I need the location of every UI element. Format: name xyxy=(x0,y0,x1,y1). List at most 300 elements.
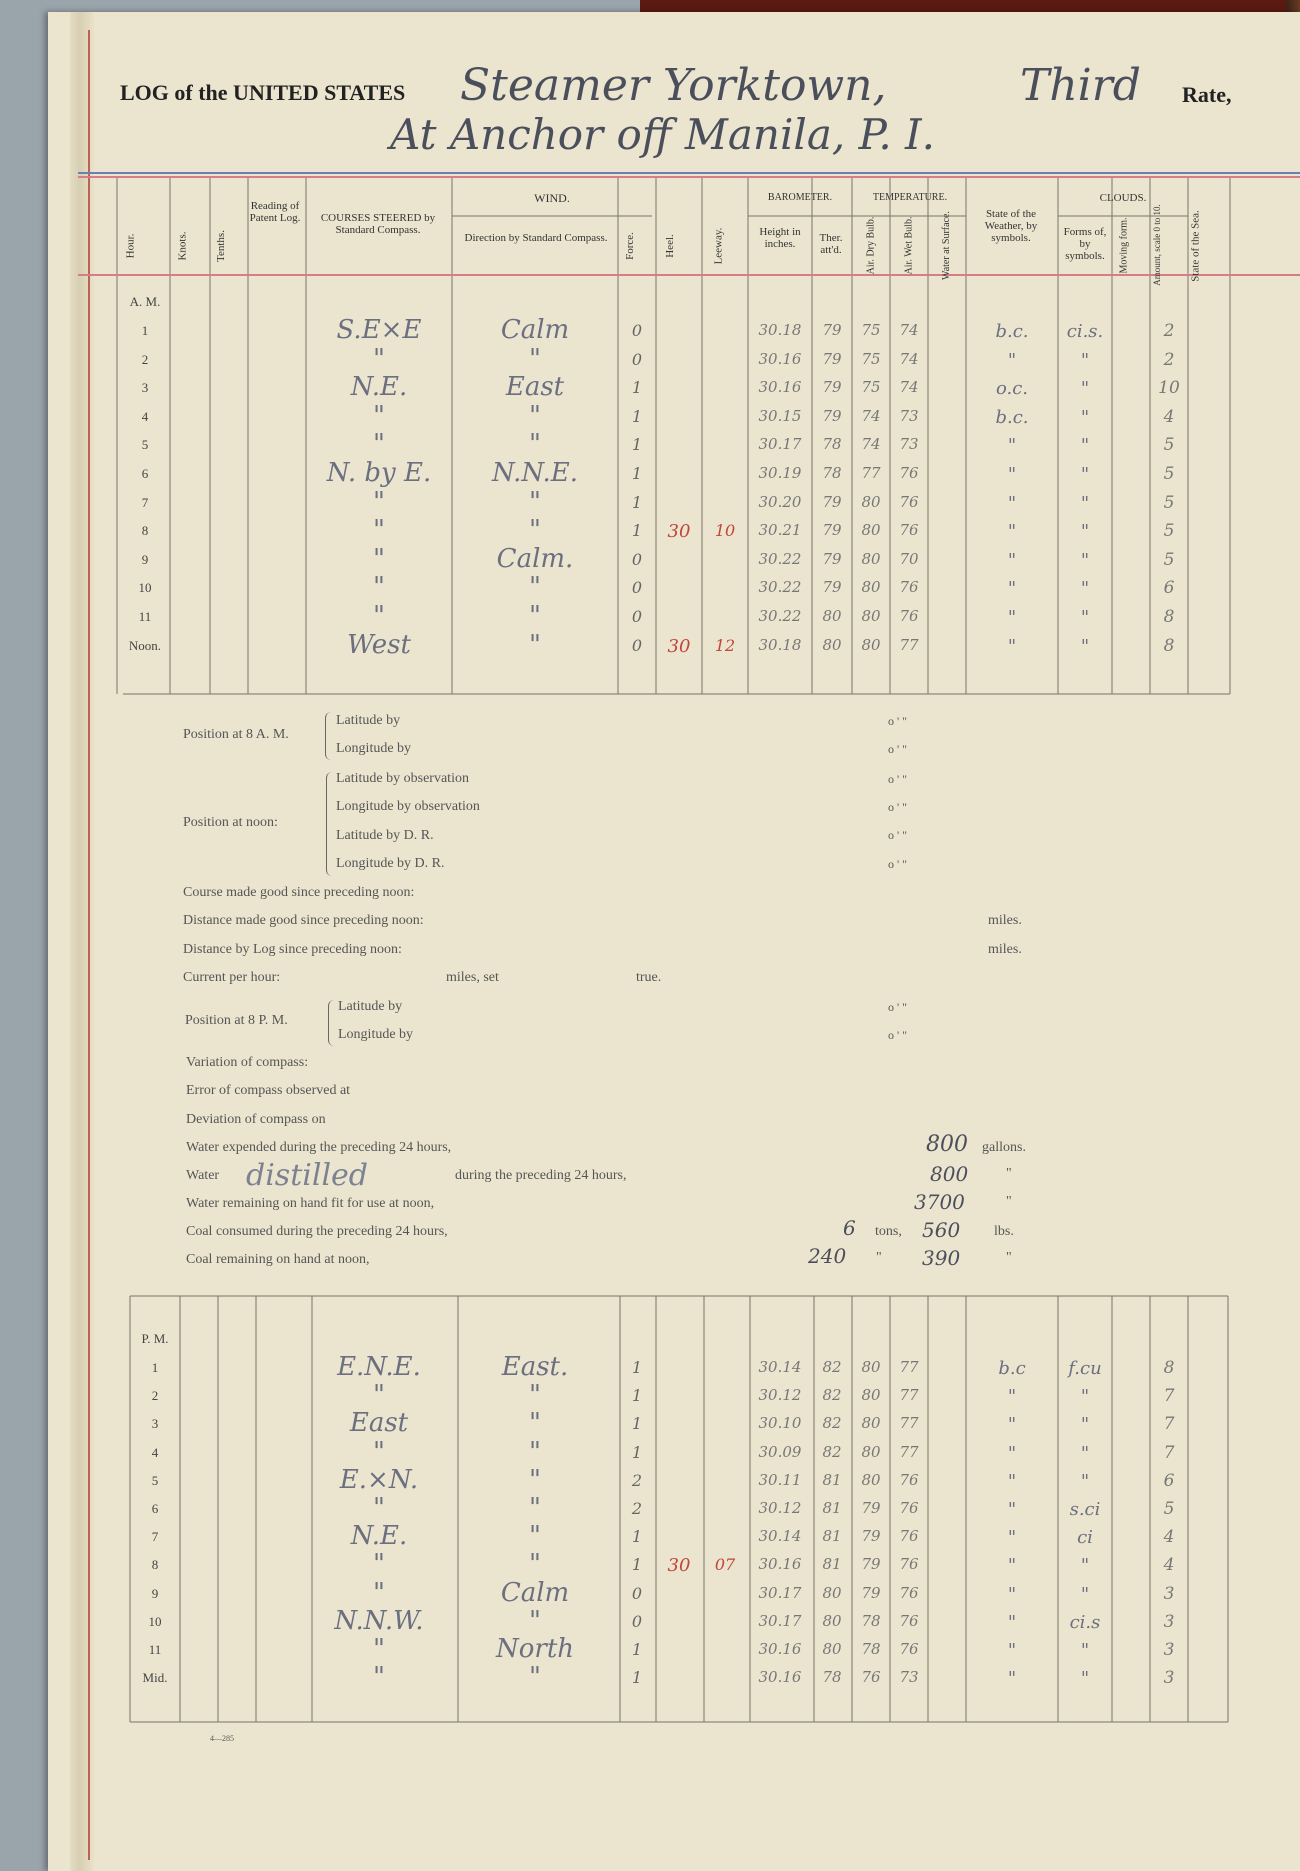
pm-baro-cell: 30.17 xyxy=(758,1611,802,1630)
pm-ther-cell: 80 xyxy=(822,1640,842,1658)
pm-dry-cell: 80 xyxy=(861,1386,881,1405)
am-force-cell: 0 xyxy=(631,607,643,626)
printed-title-right: Rate, xyxy=(1182,82,1232,107)
pm-baro-cell: 30.10 xyxy=(758,1414,802,1433)
am-hour: 1 xyxy=(141,323,149,338)
water-expended-label: Water expended during the preceding 24 hours, xyxy=(186,1140,452,1155)
col-heel: Heel. xyxy=(663,234,676,258)
col-clouds: CLOUDS. xyxy=(1099,192,1147,204)
pm-weather-cell: " xyxy=(1007,1414,1017,1436)
am-amount-cell: 5 xyxy=(1163,492,1175,513)
pm-ther-cell: 82 xyxy=(822,1386,842,1405)
water-expended-value: 800 xyxy=(926,1132,968,1157)
am-amount-cell: 5 xyxy=(1163,521,1175,542)
pm-ther-cell: 81 xyxy=(822,1555,842,1574)
pm-hour: 3 xyxy=(151,1416,159,1432)
am-course-cell: " xyxy=(373,343,385,374)
pm-amount-cell: 7 xyxy=(1163,1442,1175,1463)
pm-forms-cell: s.ci xyxy=(1069,1499,1101,1520)
pm-force-cell: 1 xyxy=(631,1640,643,1659)
am-hour: 10 xyxy=(138,580,152,596)
am-wind-cell: " xyxy=(529,400,541,431)
pm-course-cell: " xyxy=(373,1634,385,1664)
am-hour: 4 xyxy=(141,408,149,424)
deviation-compass: Deviation of compass on xyxy=(186,1112,326,1127)
am-weather-cell: b.c. xyxy=(995,406,1029,428)
am-weather-cell: " xyxy=(1007,635,1017,657)
pm-forms-cell: " xyxy=(1080,1668,1090,1690)
pm-dry-cell: 79 xyxy=(861,1583,881,1602)
pm-baro-cell: 30.16 xyxy=(758,1668,802,1687)
dms-5: o ' " xyxy=(888,828,908,842)
pm-force-cell: 1 xyxy=(631,1527,643,1547)
water-label: Water xyxy=(186,1168,220,1183)
col-courses: COURSES STEERED by Standard Compass. xyxy=(320,212,436,236)
lbs-unit: lbs. xyxy=(994,1224,1014,1239)
am-hour: 8 xyxy=(141,523,149,539)
am-wind-cell: " xyxy=(529,429,541,460)
pm-wind-cell: " xyxy=(529,1380,541,1411)
coal-remaining-lbs: 390 xyxy=(922,1246,961,1270)
am-course-cell: " xyxy=(373,601,385,631)
pm-course-cell: E.×N. xyxy=(339,1464,419,1495)
am-force-cell: 0 xyxy=(631,549,643,569)
pos-8am-lat: Latitude by xyxy=(336,713,401,728)
pm-course-cell: " xyxy=(373,1493,385,1523)
am-amount-cell: 8 xyxy=(1163,635,1175,656)
am-weather-cell: " xyxy=(1007,549,1017,571)
pm-baro-cell: 30.09 xyxy=(758,1442,802,1461)
am-forms-cell: " xyxy=(1080,349,1090,371)
pm-course-cell: " xyxy=(373,1549,385,1580)
pm-wet-cell: 76 xyxy=(899,1470,919,1489)
pm-baro-cell: 30.14 xyxy=(758,1527,802,1546)
am-force-cell: 0 xyxy=(631,321,643,340)
pm-force-cell: 1 xyxy=(631,1358,643,1377)
am-ther-cell: 79 xyxy=(822,578,842,597)
col-force: Force. xyxy=(623,232,636,260)
pm-ther-cell: 81 xyxy=(822,1527,842,1546)
pm-force-cell: 1 xyxy=(631,1668,643,1688)
pm-amount-cell: 4 xyxy=(1163,1527,1175,1548)
coal-consumed-tons: 6 xyxy=(843,1216,856,1240)
dms-8: o ' " xyxy=(888,1028,908,1042)
am-force-cell: 0 xyxy=(631,578,643,598)
pm-wet-cell: 77 xyxy=(899,1414,919,1433)
pm-wind-cell: East. xyxy=(501,1352,569,1382)
am-forms-cell: " xyxy=(1080,549,1090,571)
am-wind-cell: " xyxy=(529,343,541,374)
am-weather-cell: b.c. xyxy=(995,321,1029,342)
am-ther-cell: 80 xyxy=(822,635,842,654)
am-amount-cell: 5 xyxy=(1163,464,1175,484)
coal-consumed-label: Coal consumed during the preceding 24 hours, xyxy=(186,1224,448,1239)
coal-consumed-lbs: 560 xyxy=(922,1218,961,1242)
pm-baro-cell: 30.11 xyxy=(758,1470,802,1489)
col-barometer: BAROMETER. xyxy=(767,192,833,203)
pm-force-cell: 2 xyxy=(631,1499,643,1518)
error-compass: Error of compass observed at xyxy=(186,1083,351,1098)
am-amount-cell: 2 xyxy=(1163,321,1175,341)
am-dry-cell: 80 xyxy=(861,578,881,597)
pm-weather-cell: " xyxy=(1007,1640,1017,1661)
pm-wet-cell: 76 xyxy=(899,1611,919,1630)
am-hour: 6 xyxy=(141,466,149,481)
coal-remaining-ditto-1: " xyxy=(876,1250,882,1265)
pm-course-cell: East xyxy=(349,1408,409,1439)
pm-forms-cell: f.cu xyxy=(1068,1358,1102,1379)
am-course-cell: " xyxy=(373,400,385,431)
pm-wind-cell: " xyxy=(529,1605,541,1636)
current-per-hour: Current per hour: xyxy=(183,970,281,985)
am-forms-cell: " xyxy=(1080,406,1090,428)
pm-hour: Mid. xyxy=(142,1670,168,1686)
am-force-cell: 1 xyxy=(631,521,643,541)
col-baro-height: Height in inches. xyxy=(759,226,801,250)
pm-forms-cell: " xyxy=(1080,1555,1090,1577)
distance-log-miles: miles. xyxy=(988,942,1022,957)
am-dry-cell: 74 xyxy=(861,435,881,454)
pm-ther-cell: 81 xyxy=(822,1470,842,1489)
pos-8am-label: Position at 8 A. M. xyxy=(183,727,289,742)
brace-8am xyxy=(325,712,332,760)
am-hour: 5 xyxy=(141,437,149,453)
pm-heel-cell: 30 xyxy=(667,1555,691,1577)
pm-dry-cell: 76 xyxy=(861,1668,881,1687)
am-weather-cell: " xyxy=(1007,464,1017,485)
pm-amount-cell: 3 xyxy=(1163,1640,1175,1660)
dms-7: o ' " xyxy=(888,1000,908,1014)
pos-8pm-lat: Latitude by xyxy=(338,999,403,1014)
am-ther-cell: 79 xyxy=(822,349,842,368)
variation-compass: Variation of compass: xyxy=(186,1055,309,1070)
pm-weather-cell: " xyxy=(1007,1583,1017,1605)
dms-3: o ' " xyxy=(888,772,908,786)
am-dry-cell: 75 xyxy=(861,378,881,397)
pm-dry-cell: 80 xyxy=(861,1470,881,1489)
pm-wet-cell: 77 xyxy=(899,1442,919,1461)
pm-ther-cell: 82 xyxy=(822,1358,842,1376)
printed-title-left: LOG of the UNITED STATES xyxy=(120,80,406,105)
pm-course-cell: E.N.E. xyxy=(337,1352,421,1382)
pm-forms-cell: " xyxy=(1080,1386,1090,1408)
handwritten-vessel: Steamer Yorktown, xyxy=(460,60,887,111)
col-water-surface: Water at Surface. xyxy=(940,211,952,280)
am-baro-cell: 30.20 xyxy=(758,492,802,511)
am-wet-cell: 77 xyxy=(899,635,919,654)
am-force-cell: 0 xyxy=(631,349,643,369)
pm-wind-cell: " xyxy=(529,1493,541,1523)
am-heel-cell: 30 xyxy=(667,635,691,657)
am-baro-cell: 30.22 xyxy=(758,578,802,597)
am-forms-cell: " xyxy=(1080,607,1090,628)
pm-course-cell: " xyxy=(373,1436,385,1467)
pm-amount-cell: 3 xyxy=(1163,1583,1175,1604)
am-course-cell: N. by E. xyxy=(326,458,432,488)
pm-forms-cell: ci xyxy=(1077,1527,1093,1549)
col-leeway: Leeway. xyxy=(712,227,725,265)
am-leeway-cell: 10 xyxy=(714,521,736,541)
am-hour: 3 xyxy=(141,380,149,396)
am-wet-cell: 76 xyxy=(899,578,919,597)
am-wet-cell: 76 xyxy=(899,492,919,511)
am-wind-cell: " xyxy=(529,629,541,660)
pm-course-cell: N.N.W. xyxy=(334,1605,424,1636)
pm-wind-cell: Calm xyxy=(500,1577,570,1608)
pm-wind-cell: " xyxy=(529,1549,541,1580)
pm-amount-cell: 3 xyxy=(1163,1668,1175,1689)
pm-course-cell: " xyxy=(373,1380,385,1411)
pm-wind-cell: North xyxy=(495,1634,575,1664)
pos-noon-lat-obs: Latitude by observation xyxy=(336,771,469,786)
pm-wet-cell: 77 xyxy=(899,1358,919,1376)
am-course-cell: S.E×E xyxy=(336,315,422,345)
pm-dry-cell: 79 xyxy=(861,1555,881,1574)
am-weather-cell: " xyxy=(1007,349,1017,371)
am-course-cell: " xyxy=(373,486,385,517)
handwritten-location: At Anchor off Manila, P. I. xyxy=(390,110,935,159)
col-cloud-amount: Amount, scale 0 to 10. xyxy=(1151,204,1162,286)
pm-baro-cell: 30.14 xyxy=(758,1358,802,1376)
col-sea: State of the Sea. xyxy=(1189,210,1202,282)
pm-baro-cell: 30.12 xyxy=(758,1499,802,1517)
am-force-cell: 1 xyxy=(631,406,643,426)
col-hour: Hour. xyxy=(124,233,137,259)
am-wind-cell: " xyxy=(529,572,541,603)
pm-course-cell: " xyxy=(373,1662,385,1693)
am-wet-cell: 76 xyxy=(899,464,919,482)
col-wind: WIND. xyxy=(534,191,570,205)
pm-ther-cell: 82 xyxy=(822,1414,842,1433)
am-label: A. M. xyxy=(129,294,161,309)
pm-wind-cell: " xyxy=(529,1408,541,1439)
pm-forms-cell: ci.s xyxy=(1069,1611,1101,1633)
pm-wind-cell: " xyxy=(529,1662,541,1693)
pm-amount-cell: 5 xyxy=(1163,1499,1175,1519)
am-ther-cell: 79 xyxy=(822,521,842,540)
am-wind-cell: " xyxy=(529,486,541,517)
am-amount-cell: 5 xyxy=(1163,435,1175,456)
pm-force-cell: 1 xyxy=(631,1442,643,1462)
am-ther-cell: 79 xyxy=(822,406,842,425)
am-dry-cell: 80 xyxy=(861,521,881,540)
pm-dry-cell: 80 xyxy=(861,1414,881,1433)
pm-amount-cell: 7 xyxy=(1163,1414,1175,1435)
am-dry-cell: 75 xyxy=(861,349,881,368)
am-wind-cell: " xyxy=(529,515,541,546)
am-weather-cell: " xyxy=(1007,578,1017,600)
am-dry-cell: 74 xyxy=(861,406,881,425)
pos-8am-lon: Longitude by xyxy=(336,741,412,756)
pm-leeway-cell: 07 xyxy=(714,1555,736,1575)
col-cloud-forms: Forms of, by symbols. xyxy=(1063,226,1107,262)
am-weather-cell: " xyxy=(1007,607,1017,628)
pm-weather-cell: " xyxy=(1007,1555,1017,1577)
am-amount-cell: 10 xyxy=(1158,378,1180,399)
gallons-unit: gallons. xyxy=(982,1140,1026,1155)
am-ther-cell: 78 xyxy=(822,464,842,482)
pm-hour: 11 xyxy=(148,1642,162,1657)
pm-weather-cell: " xyxy=(1007,1527,1017,1549)
water-remaining-label: Water remaining on hand fit for use at noon, xyxy=(186,1196,435,1211)
am-force-cell: 1 xyxy=(631,464,643,483)
am-hour: 2 xyxy=(141,351,149,367)
am-baro-cell: 30.18 xyxy=(758,321,802,339)
am-weather-cell: o.c. xyxy=(995,378,1029,400)
am-course-cell: " xyxy=(373,543,385,574)
pos-noon-lon-dr: Longitude by D. R. xyxy=(336,856,445,871)
am-ther-cell: 79 xyxy=(822,321,842,339)
pm-wet-cell: 76 xyxy=(899,1640,919,1658)
am-baro-cell: 30.22 xyxy=(758,607,802,625)
pm-amount-cell: 3 xyxy=(1163,1611,1175,1632)
pm-dry-cell: 78 xyxy=(861,1611,881,1630)
pm-hour: 9 xyxy=(151,1585,159,1601)
pm-forms-cell: " xyxy=(1080,1442,1090,1464)
am-forms-cell: " xyxy=(1080,521,1090,543)
col-air-wet: Air. Wet Bulb. xyxy=(903,216,915,275)
current-miles-set: miles, set xyxy=(446,970,499,985)
pm-forms-cell: " xyxy=(1080,1640,1090,1661)
col-patent-log: Reading of Patent Log. xyxy=(249,200,301,224)
distance-by-log: Distance by Log since preceding noon: xyxy=(183,942,402,957)
am-wet-cell: 76 xyxy=(899,521,919,540)
am-ther-cell: 79 xyxy=(822,492,842,511)
dms-1: o ' " xyxy=(888,714,908,728)
am-wet-cell: 73 xyxy=(899,406,919,425)
am-baro-cell: 30.15 xyxy=(758,406,802,425)
am-ther-cell: 78 xyxy=(822,435,842,454)
am-forms-cell: " xyxy=(1080,464,1090,485)
am-force-cell: 1 xyxy=(631,435,643,455)
pm-force-cell: 1 xyxy=(631,1555,643,1575)
am-ther-cell: 79 xyxy=(822,378,842,397)
am-wind-cell: Calm. xyxy=(496,543,574,574)
col-wind-direction: Direction by Standard Compass. xyxy=(464,232,608,244)
am-ther-cell: 79 xyxy=(822,549,842,568)
am-hour: 11 xyxy=(138,609,152,624)
pm-force-cell: 0 xyxy=(631,1611,643,1631)
pm-baro-cell: 30.16 xyxy=(758,1640,802,1658)
course-made-good: Course made good since preceding noon: xyxy=(183,885,415,900)
pm-ther-cell: 80 xyxy=(822,1611,842,1630)
water-remaining-value: 3700 xyxy=(914,1190,965,1214)
am-baro-cell: 30.19 xyxy=(758,464,802,482)
pm-course-cell: " xyxy=(373,1577,385,1608)
pm-wind-cell: " xyxy=(529,1464,541,1495)
coal-remaining-ditto-2: " xyxy=(1006,1250,1012,1265)
pm-forms-cell: " xyxy=(1080,1470,1090,1492)
pm-ther-cell: 82 xyxy=(822,1442,842,1461)
pm-weather-cell: b.c xyxy=(998,1358,1026,1379)
pm-amount-cell: 7 xyxy=(1163,1386,1175,1407)
dms-2: o ' " xyxy=(888,742,908,756)
pm-dry-cell: 79 xyxy=(861,1499,881,1517)
am-course-cell: " xyxy=(373,572,385,603)
water-distilled-hw: distilled xyxy=(246,1158,368,1193)
pm-wet-cell: 76 xyxy=(899,1527,919,1546)
am-wet-cell: 70 xyxy=(899,549,919,568)
pm-force-cell: 0 xyxy=(631,1583,643,1603)
pm-baro-cell: 30.12 xyxy=(758,1386,802,1405)
pm-weather-cell: " xyxy=(1007,1611,1017,1633)
am-wind-cell: N.N.E. xyxy=(492,458,578,488)
pm-label: P. M. xyxy=(141,1331,169,1346)
pm-wet-cell: 76 xyxy=(899,1499,919,1517)
pm-hour: 10 xyxy=(148,1613,162,1629)
pm-wind-cell: " xyxy=(529,1521,541,1552)
am-weather-cell: " xyxy=(1007,492,1017,514)
coal-remaining-tons: 240 xyxy=(808,1244,847,1268)
am-amount-cell: 8 xyxy=(1163,607,1175,627)
water-remaining-ditto: " xyxy=(1006,1194,1012,1209)
distance-made-good: Distance made good since preceding noon: xyxy=(183,913,424,928)
pm-weather-cell: " xyxy=(1007,1386,1017,1408)
am-wind-cell: East xyxy=(505,372,565,403)
am-forms-cell: " xyxy=(1080,578,1090,600)
pm-hour: 7 xyxy=(151,1529,159,1545)
pm-force-cell: 1 xyxy=(631,1414,643,1434)
pm-weather-cell: " xyxy=(1007,1668,1017,1690)
col-temperature: TEMPERATURE. xyxy=(872,192,948,203)
water-distilled-ditto: " xyxy=(1006,1166,1012,1181)
pm-hour: 5 xyxy=(151,1472,159,1488)
am-hour: 7 xyxy=(141,494,149,510)
water-during-label: during the preceding 24 hours, xyxy=(455,1168,627,1183)
am-dry-cell: 80 xyxy=(861,607,881,625)
distance-made-miles: miles. xyxy=(988,913,1022,928)
pos-noon-lat-dr: Latitude by D. R. xyxy=(336,828,434,843)
am-wet-cell: 74 xyxy=(899,378,919,397)
pm-forms-cell: " xyxy=(1080,1414,1090,1436)
am-wet-cell: 73 xyxy=(899,435,919,454)
am-dry-cell: 80 xyxy=(861,492,881,511)
am-amount-cell: 4 xyxy=(1163,406,1175,427)
pm-wet-cell: 76 xyxy=(899,1583,919,1602)
am-wind-cell: Calm xyxy=(500,315,570,345)
am-course-cell: " xyxy=(373,515,385,546)
dms-6: o ' " xyxy=(888,857,908,871)
am-force-cell: 1 xyxy=(631,492,643,512)
am-weather-cell: " xyxy=(1007,435,1017,457)
am-force-cell: 0 xyxy=(631,635,643,655)
pm-force-cell: 2 xyxy=(631,1470,643,1490)
pm-hour: 1 xyxy=(151,1360,159,1375)
am-course-cell: " xyxy=(373,429,385,460)
am-weather-cell: " xyxy=(1007,521,1017,543)
brace-noon xyxy=(326,772,333,876)
am-hour: Noon. xyxy=(128,637,162,653)
col-knots: Knots. xyxy=(176,231,189,261)
pm-amount-cell: 4 xyxy=(1163,1555,1175,1576)
pos-noon-label: Position at noon: xyxy=(183,815,278,830)
pm-course-cell: N.E. xyxy=(350,1521,408,1552)
am-wind-cell: " xyxy=(529,601,541,631)
am-forms-cell: ci.s. xyxy=(1066,321,1104,342)
pm-ther-cell: 80 xyxy=(822,1583,842,1602)
am-forms-cell: " xyxy=(1080,635,1090,657)
pm-amount-cell: 6 xyxy=(1163,1470,1175,1491)
pm-ther-cell: 81 xyxy=(822,1499,842,1517)
am-wet-cell: 76 xyxy=(899,607,919,625)
am-baro-cell: 30.16 xyxy=(758,378,802,397)
pm-wet-cell: 76 xyxy=(899,1555,919,1574)
pos-noon-lon-obs: Longitude by observation xyxy=(336,799,480,814)
col-air-dry: Air. Dry Bulb. xyxy=(865,216,877,275)
pm-dry-cell: 80 xyxy=(861,1358,881,1376)
pm-wet-cell: 77 xyxy=(899,1386,919,1405)
pos-8pm-lon: Longitude by xyxy=(338,1027,414,1042)
